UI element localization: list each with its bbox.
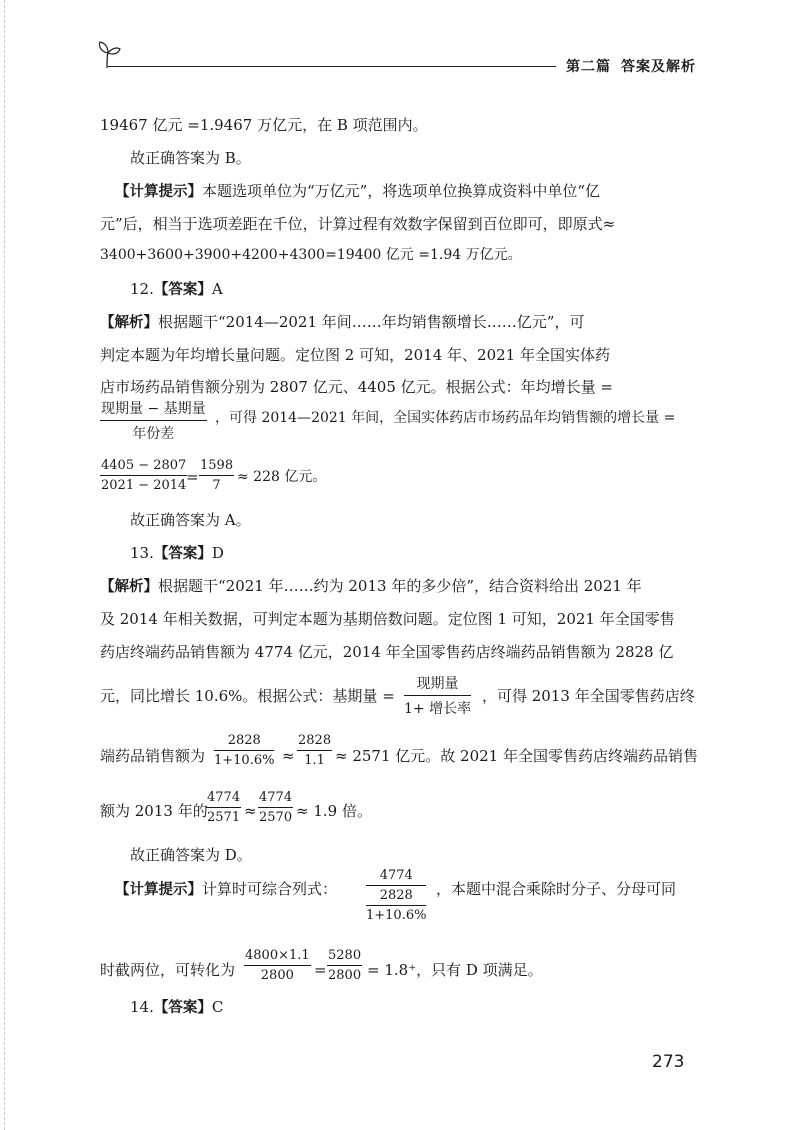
header-section: 第二篇	[566, 59, 611, 75]
question-14-heading	[130, 997, 223, 1018]
header-rule	[108, 66, 556, 67]
fraction-denominator: 2571	[207, 810, 241, 825]
equals-sign: =	[314, 961, 327, 979]
text-line: 及 2014 年相关数据，可判定本题为基期倍数问题。定位图 1 可知，2021 年全国零售	[100, 610, 675, 628]
question-number: 13.	[130, 544, 154, 562]
text-line: 3400+3600+3900+4200+4300=19400 亿元 =1.94 万亿元。	[100, 247, 522, 263]
question-number: 12.	[130, 280, 154, 298]
fraction-numerator: 4774	[366, 868, 426, 886]
approx-sign: ≈	[244, 802, 257, 820]
fraction-numerator: 1598	[199, 458, 234, 476]
fraction-numerator: 2828	[214, 733, 274, 751]
nested-fraction	[366, 888, 426, 923]
fraction-numerator: 4774	[206, 790, 241, 808]
text-line: ≈ 228 亿元。	[237, 469, 327, 485]
scan-edge-border	[4, 0, 5, 1130]
text-line: 故正确答案为 B。	[130, 149, 251, 167]
fraction	[214, 733, 274, 768]
text-line: ，本题中混合乘除时分子、分母可同	[436, 880, 677, 898]
fraction-numerator: 现期量 − 基期量	[100, 398, 207, 421]
page-number: 273	[652, 1052, 685, 1072]
fraction-numerator: 5280	[327, 948, 362, 966]
fraction	[244, 948, 311, 983]
fraction-denominator: 2800	[260, 968, 294, 983]
text-line: ≈ 1.9 倍。	[296, 802, 372, 820]
text-line: 店市场药品销售额分别为 2807 亿元、4405 亿元。根据公式：年均增长量 =	[100, 378, 613, 396]
fraction-numerator: 2828	[297, 733, 332, 751]
question-12-heading	[130, 279, 223, 300]
approx-sign: ≈	[282, 747, 295, 765]
fraction	[258, 790, 293, 825]
running-header	[566, 56, 696, 76]
fraction	[100, 458, 187, 493]
fraction	[206, 790, 241, 825]
fraction-denominator: 年份差	[132, 426, 175, 442]
fraction-denominator: 2800	[328, 968, 362, 983]
answer-label: 【答案】	[153, 282, 212, 298]
text-line	[115, 879, 337, 900]
fraction-denominator: 1+ 增长率	[404, 701, 472, 717]
fraction	[297, 733, 332, 768]
fraction-numerator: 现期量	[404, 673, 471, 696]
question-number: 14.	[130, 998, 154, 1016]
compound-fraction	[366, 868, 426, 923]
answer-label: 【答案】	[153, 546, 212, 562]
text-line	[100, 576, 642, 597]
answer-value: A	[211, 280, 223, 298]
text-line: 19467 亿元 =1.9467 万亿元，在 B 项范围内。	[100, 116, 428, 134]
analysis-label: 【解析】	[100, 315, 158, 331]
text-segment: 本题选项单位为“万亿元”，将选项单位换算成资料中单位“亿	[202, 182, 601, 200]
fraction-denominator: 1+10.6%	[214, 753, 275, 768]
text-line: = 1.8⁺，只有 D 项满足。	[367, 961, 543, 979]
text-line	[100, 312, 584, 333]
fraction-numerator: 4405 − 2807	[100, 458, 187, 476]
text-line: 端药品销售额为	[100, 747, 206, 765]
fraction	[199, 458, 234, 493]
text-line: 额为 2013 年的	[100, 802, 208, 820]
fraction-denominator: 1+10.6%	[366, 908, 427, 923]
answer-value: C	[211, 998, 224, 1016]
fraction-denominator	[366, 886, 426, 923]
text-line: 元，同比增长 10.6%。根据公式：基期量 =	[100, 687, 395, 705]
text-line: 故正确答案为 A。	[130, 511, 251, 529]
fraction-denominator: 1.1	[304, 753, 325, 768]
fraction	[327, 948, 362, 983]
answer-label: 【答案】	[153, 1000, 212, 1016]
text-line: 判定本题为年均增长量问题。定位图 2 可知，2014 年、2021 年全国实体药	[100, 346, 610, 364]
text-line: ，可得 2013 年全国零售药店终	[482, 687, 695, 705]
text-line: 时截两位，可转化为	[100, 961, 236, 979]
text-segment: 计算时可综合列式：	[202, 880, 338, 898]
text-line: ≈ 2571 亿元。故 2021 年全国零售药店终端药品销售	[335, 747, 698, 765]
fraction-denominator: 2021 − 2014	[101, 478, 187, 493]
text-line: 故正确答案为 D。	[130, 846, 252, 864]
formula-fraction	[100, 398, 207, 443]
text-line	[115, 181, 600, 202]
text-line: 元”后，相当于选项差距在千位，计算过程有效数字保留到百位即可，即原式≈	[100, 215, 616, 233]
fraction-denominator: 2570	[259, 810, 293, 825]
fraction-numerator: 4800×1.1	[244, 948, 311, 966]
base-formula-fraction	[404, 673, 471, 718]
text-segment: 根据题干“2021 年……约为 2013 年的多少倍”，结合资料给出 2021 年	[158, 577, 642, 595]
text-line: ，可得 2014—2021 年间，全国实体药店市场药品年均销售额的增长量 =	[215, 410, 676, 426]
fraction-denominator: 7	[212, 478, 221, 493]
fraction-numerator: 2828	[366, 888, 426, 906]
text-line: 药店终端药品销售额为 4774 亿元，2014 年全国零售药店终端药品销售额为 2828 亿	[100, 643, 674, 661]
header-title: 答案及解析	[621, 59, 696, 75]
question-13-heading	[130, 543, 224, 564]
text-segment: 根据题干“2014—2021 年间……年均销售额增长……亿元”，可	[158, 313, 585, 331]
calc-tip-label: 【计算提示】	[115, 882, 202, 898]
analysis-label: 【解析】	[100, 579, 158, 595]
equals-sign: =	[186, 468, 199, 486]
answer-value: D	[211, 544, 224, 562]
calc-tip-label: 【计算提示】	[115, 184, 202, 200]
fraction-numerator: 4774	[258, 790, 293, 808]
